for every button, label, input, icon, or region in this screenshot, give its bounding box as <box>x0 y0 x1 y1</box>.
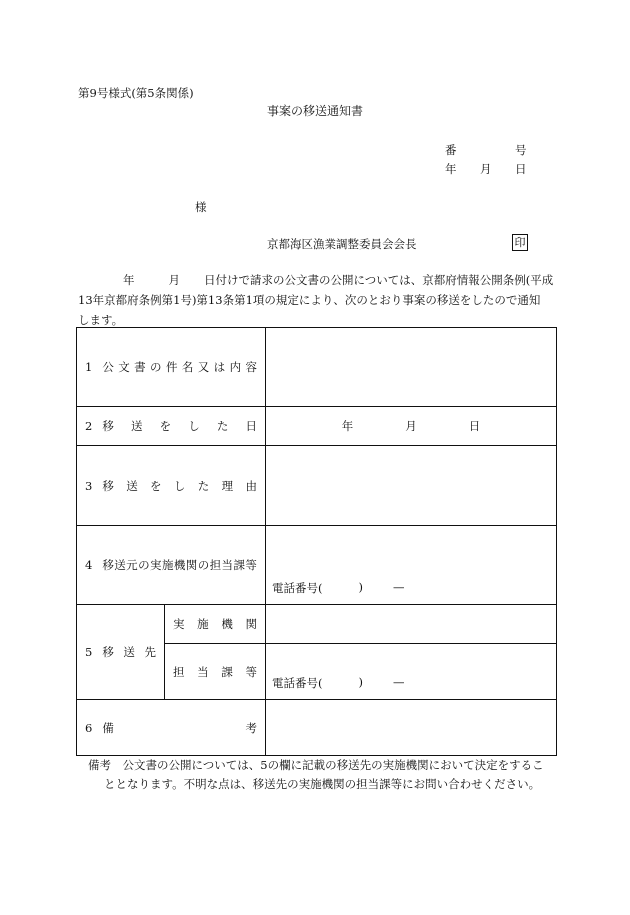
number-label-ban: 番 <box>445 143 457 157</box>
row5-label-cell <box>77 605 165 700</box>
body-paragraph <box>78 270 554 330</box>
body-line-3: します。 <box>78 313 124 327</box>
row2-value-cell[interactable] <box>266 407 557 446</box>
row4-value-cell[interactable] <box>266 526 557 605</box>
row4-label-cell <box>77 526 266 605</box>
row1-label: 1 公 文 書 の 件 名 又 は 内 容 <box>85 360 257 374</box>
note-line-2: ととなります。不明な点は、移送先の実施機関の担当課等にお問い合わせください。 <box>104 777 541 791</box>
phone-dash: — <box>393 580 405 594</box>
phone-close-paren: ) <box>358 580 364 594</box>
body-year-label: 年 <box>123 273 135 287</box>
phone-number-field <box>266 580 556 604</box>
body-line-2: 13年京都府条例第1号)第13条第1項の規定により、次のとおり事案の移送をしたので通知 <box>78 293 541 307</box>
sender-name: 京都海区漁業調整委員会会長 <box>267 237 417 251</box>
row5b-label: 担 当 課 等 <box>173 664 258 679</box>
table-row <box>77 446 557 526</box>
transfer-date <box>266 418 556 434</box>
row5a-label-cell <box>165 605 266 644</box>
row5b-value-cell[interactable] <box>266 644 557 700</box>
phone-dash: — <box>393 675 405 689</box>
table-row <box>77 407 557 446</box>
row6-value-cell[interactable] <box>266 700 557 756</box>
row5b-label-cell <box>165 644 266 700</box>
row2-label: 2 移 送 を し た 日 <box>85 419 257 433</box>
document-title: 事案の移送通知書 <box>267 104 364 118</box>
row3-label: 3 移 送 を し た 理 由 <box>85 478 257 493</box>
date-month-label: 月 <box>480 162 492 176</box>
row2-month-label: 月 <box>405 419 417 433</box>
date-year-label: 年 <box>445 162 457 176</box>
phone-label: 電話番号( <box>272 581 323 595</box>
table-row <box>77 700 557 756</box>
row1-value-cell[interactable] <box>266 328 557 407</box>
date-day-label: 日 <box>515 162 527 176</box>
table-row <box>77 526 557 605</box>
row2-label-cell <box>77 407 266 446</box>
form-number: 第9号様式(第5条関係) <box>78 86 194 100</box>
phone-close-paren: ) <box>358 675 364 689</box>
table-row <box>77 328 557 407</box>
phone-number-field <box>266 675 556 699</box>
body-month-label: 月 <box>168 273 180 287</box>
row2-day-label: 日 <box>468 419 481 433</box>
row4-label: 4 移 送 元 の 実 施 機 関 の 担 当 課 等 <box>85 558 257 572</box>
number-label-go: 号 <box>515 143 527 157</box>
row3-value-cell[interactable] <box>266 446 557 526</box>
row5a-value-cell[interactable] <box>266 605 557 644</box>
addressee-suffix: 様 <box>195 200 207 214</box>
phone-label: 電話番号( <box>272 676 323 690</box>
row5a-label: 実 施 機 関 <box>173 617 258 631</box>
note-line-1: 備考 公文書の公開については、5の欄に記載の移送先の実施機関において決定をするこ <box>88 758 544 772</box>
row2-year-label: 年 <box>341 419 354 433</box>
transfer-form-table <box>76 327 557 756</box>
row5-label: 5 移 送 先 <box>85 645 156 659</box>
table-row <box>77 605 557 644</box>
row6-label-cell <box>77 700 266 756</box>
seal-mark: 印 <box>512 234 528 251</box>
body-line-1 <box>78 270 554 290</box>
row1-label-cell <box>77 328 266 407</box>
row6-label: 6 備 考 <box>85 720 258 735</box>
row3-label-cell <box>77 446 266 526</box>
body-line-1-text: 日付けで請求の公文書の公開については、京都府情報公開条例(平成 <box>204 273 554 287</box>
